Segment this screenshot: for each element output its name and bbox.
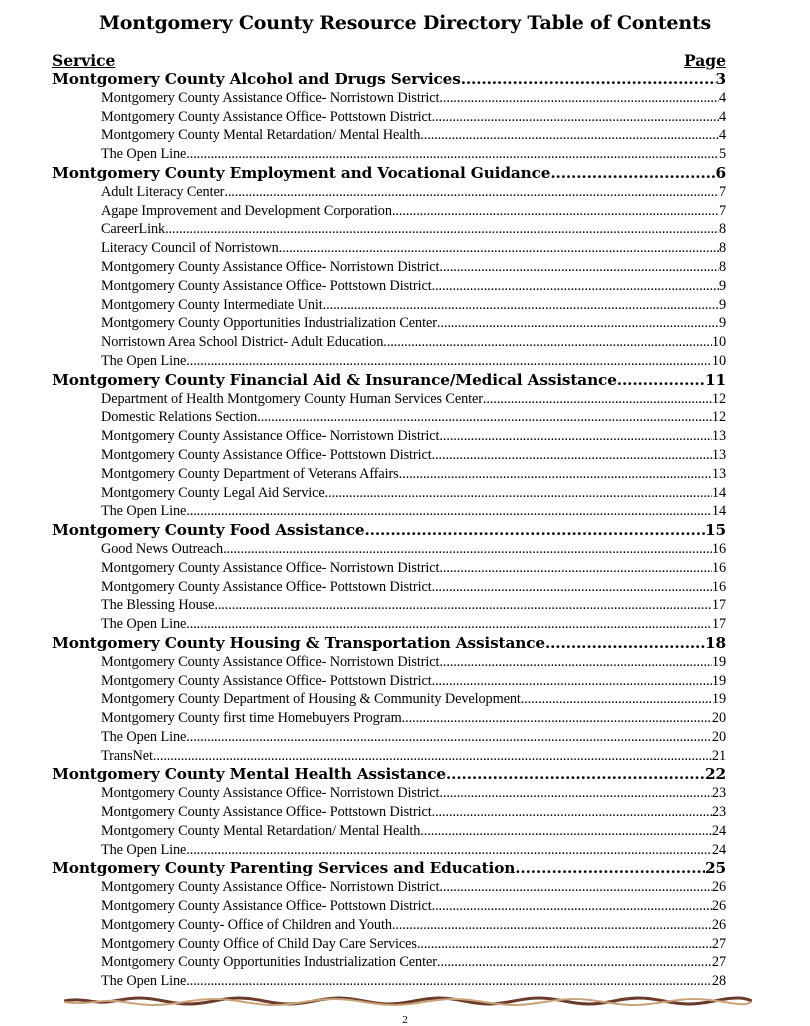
toc-entries [52, 70, 726, 991]
toc-entry [52, 878, 726, 897]
toc-entry-label: Montgomery County Financial Aid & Insurance/Medical Assistance [52, 370, 617, 389]
toc-entry [52, 502, 726, 521]
toc-entry-page: 27 [711, 954, 726, 971]
dot-leader [186, 352, 712, 371]
toc-entry-page: 23 [711, 804, 726, 821]
toc-entry-label: Montgomery County Assistance Office- Pottstown District [101, 277, 432, 294]
dot-leader [432, 446, 712, 465]
dot-leader [617, 371, 705, 390]
toc-entry-page: 5 [718, 146, 726, 163]
toc-entry [52, 183, 726, 202]
toc-entry-label: Montgomery County Assistance Office- Norristown District [101, 879, 440, 896]
toc-entry-label: Agape Improvement and Development Corporation [101, 202, 392, 219]
toc-entry [52, 690, 726, 709]
dot-leader [545, 634, 705, 653]
toc-entry-label: Montgomery County Alcohol and Drugs Services [52, 70, 461, 88]
dot-leader [383, 333, 712, 352]
toc-entry-page: 9 [718, 296, 726, 313]
toc-entry [52, 935, 726, 954]
toc-entry-page: 6 [715, 163, 726, 182]
toc-entry [52, 145, 726, 164]
dot-leader [402, 709, 712, 728]
dot-leader [223, 540, 712, 559]
page-column-header: Page [684, 51, 726, 70]
toc-entry-label: CareerLink [101, 221, 166, 238]
toc-entry-page: 18 [705, 633, 726, 652]
dot-leader [446, 765, 705, 784]
dot-leader [279, 239, 719, 258]
toc-entry-label: Montgomery County Assistance Office- Pottstown District [101, 578, 432, 595]
toc-entry-page: 4 [718, 127, 726, 144]
toc-entry [52, 465, 726, 484]
dot-leader [437, 314, 719, 333]
dot-leader [186, 841, 712, 860]
dot-leader [521, 690, 712, 709]
toc-entry-page: 16 [711, 559, 726, 576]
toc-entry-label: Montgomery County Department of Veterans Affairs [101, 465, 399, 482]
toc-entry-label: TransNet [101, 747, 153, 764]
toc-entry-label: Department of Health Montgomery County Human Services Center [101, 390, 483, 407]
toc-entry-page: 21 [711, 747, 726, 764]
toc-entry-label: Montgomery County Assistance Office- Norristown District [101, 653, 440, 670]
toc-entry-page: 22 [705, 765, 726, 784]
toc-entry-page: 11 [705, 370, 726, 389]
toc-entry-label: Montgomery County Assistance Office- Norristown District [101, 258, 440, 275]
toc-entry [52, 709, 726, 728]
toc-entry [52, 822, 726, 841]
toc-entry-page: 8 [718, 221, 726, 238]
toc-entry-label: Montgomery County Housing & Transportation Assistance [52, 633, 545, 652]
toc-entry-label: Montgomery County Intermediate Unit [101, 296, 323, 313]
toc-entry-page: 14 [711, 484, 726, 501]
toc-entry-page: 4 [718, 108, 726, 125]
toc-entry-page: 26 [711, 879, 726, 896]
dot-leader [439, 258, 719, 277]
toc-entry-label: Montgomery County Assistance Office- Norristown District [101, 428, 440, 445]
toc-entry-label: Adult Literacy Center [101, 183, 225, 200]
toc-entry-page: 19 [711, 691, 726, 708]
toc-entry [52, 728, 726, 747]
toc-entry-label: Montgomery County first time Homebuyers Program [101, 710, 402, 727]
dot-leader [399, 465, 712, 484]
toc-entry-label: Montgomery County Assistance Office- Norristown District [101, 559, 440, 576]
toc-entry [52, 126, 726, 145]
toc-entry-label: The Open Line [101, 841, 187, 858]
toc-entry-label: Good News Outreach [101, 540, 224, 557]
toc-entry [52, 596, 726, 615]
toc-entry-label: The Open Line [101, 616, 187, 633]
toc-entry-label: Montgomery County Mental Retardation/ Mental Health [101, 822, 421, 839]
dot-leader [165, 220, 719, 239]
dot-leader [224, 183, 719, 202]
toc-entry-page: 8 [718, 240, 726, 257]
decorative-border [64, 995, 752, 1007]
toc-entry [52, 352, 726, 371]
toc-entry-page: 28 [711, 973, 726, 990]
dot-leader [257, 408, 712, 427]
toc-section-heading [52, 371, 726, 390]
dot-leader [186, 502, 712, 521]
toc-entry [52, 897, 726, 916]
toc-entry [52, 277, 726, 296]
toc-entry-label: Montgomery County Assistance Office- Pottstown District [101, 804, 432, 821]
toc-entry-label: Literacy Council of Norristown [101, 240, 279, 257]
toc-entry-label: Montgomery County- Office of Children and Youth [101, 916, 392, 933]
toc-entry [52, 841, 726, 860]
toc-entry-page: 20 [711, 728, 726, 745]
toc-entry-label: Montgomery County Assistance Office- Pottstown District [101, 446, 432, 463]
dot-leader [439, 89, 719, 108]
toc-entry-label: Montgomery County Opportunities Industrialization Center [101, 315, 437, 332]
toc-entry-page: 4 [718, 89, 726, 106]
dot-leader [461, 70, 716, 89]
dot-leader [432, 897, 712, 916]
toc-entry [52, 484, 726, 503]
toc-entry-page: 13 [711, 428, 726, 445]
dot-leader [432, 672, 712, 691]
toc-entry-label: Montgomery County Mental Retardation/ Mental Health [101, 127, 421, 144]
dot-leader [214, 596, 712, 615]
dot-leader [186, 145, 719, 164]
toc-entry-label: Montgomery County Department of Housing & Community Development [101, 691, 521, 708]
dot-leader [432, 277, 719, 296]
toc-entry-page: 16 [711, 540, 726, 557]
toc-entry-page: 7 [718, 183, 726, 200]
toc-entry [52, 220, 726, 239]
dot-leader [153, 747, 712, 766]
toc-entry-page: 27 [711, 935, 726, 952]
toc-entry [52, 333, 726, 352]
toc-entry [52, 446, 726, 465]
toc-entry-page: 17 [711, 616, 726, 633]
toc-entry [52, 672, 726, 691]
toc-entry-page: 8 [718, 258, 726, 275]
toc-entry [52, 427, 726, 446]
toc-entry-page: 10 [711, 352, 726, 369]
toc-entry-page: 26 [711, 898, 726, 915]
toc-header [52, 50, 726, 70]
toc-entry [52, 89, 726, 108]
toc-entry-page: 9 [718, 277, 726, 294]
toc-section-heading [52, 164, 726, 183]
table-of-contents [52, 50, 726, 991]
dot-leader [323, 296, 719, 315]
toc-entry-label: The Open Line [101, 503, 187, 520]
toc-entry-label: The Open Line [101, 728, 187, 745]
toc-entry-page: 24 [711, 822, 726, 839]
toc-entry [52, 408, 726, 427]
page-title: Montgomery County Resource Directory Table of Contents [98, 12, 712, 34]
dot-leader [420, 126, 719, 145]
toc-entry [52, 615, 726, 634]
toc-entry-label: Montgomery County Office of Child Day Care Services [101, 935, 417, 952]
toc-entry-page: 7 [718, 202, 726, 219]
dot-leader [420, 822, 712, 841]
dot-leader [483, 390, 712, 409]
toc-entry [52, 559, 726, 578]
toc-entry [52, 916, 726, 935]
dot-leader [186, 728, 712, 747]
dot-leader [186, 972, 712, 991]
toc-entry-label: Montgomery County Assistance Office- Pottstown District [101, 672, 432, 689]
toc-section-heading [52, 521, 726, 540]
dot-leader [515, 859, 705, 878]
toc-entry [52, 202, 726, 221]
toc-entry-page: 3 [715, 70, 726, 88]
toc-entry-page: 16 [711, 578, 726, 595]
toc-entry [52, 239, 726, 258]
toc-entry-page: 14 [711, 503, 726, 520]
toc-section-heading [52, 70, 726, 89]
dot-leader [439, 559, 711, 578]
toc-entry-label: The Open Line [101, 146, 187, 163]
toc-entry-label: Domestic Relations Section [101, 409, 258, 426]
toc-entry-label: Montgomery County Food Assistance [52, 521, 365, 540]
dot-leader [186, 615, 712, 634]
toc-entry-label: Norristown Area School District- Adult Education [101, 334, 384, 351]
toc-entry [52, 108, 726, 127]
toc-entry [52, 653, 726, 672]
toc-entry-page: 10 [711, 334, 726, 351]
toc-section-heading [52, 859, 726, 878]
dot-leader [432, 108, 719, 127]
dot-leader [417, 935, 712, 954]
toc-entry-page: 13 [711, 465, 726, 482]
toc-entry [52, 390, 726, 409]
toc-entry-label: Montgomery County Assistance Office- Pottstown District [101, 108, 432, 125]
dot-leader [364, 521, 705, 540]
toc-entry-label: The Open Line [101, 973, 187, 990]
toc-entry [52, 540, 726, 559]
toc-entry-label: Montgomery County Opportunities Industrialization Center [101, 954, 437, 971]
toc-entry-page: 23 [711, 785, 726, 802]
toc-entry-page: 20 [711, 710, 726, 727]
dot-leader [325, 484, 712, 503]
toc-entry-page: 15 [705, 521, 726, 540]
toc-entry-page: 9 [718, 315, 726, 332]
dot-leader [432, 803, 712, 822]
toc-entry-page: 12 [711, 409, 726, 426]
service-column-header: Service [52, 51, 116, 70]
toc-entry [52, 747, 726, 766]
toc-entry-page: 24 [711, 841, 726, 858]
toc-entry-page: 17 [711, 597, 726, 614]
toc-entry [52, 953, 726, 972]
dot-leader [392, 916, 712, 935]
dot-leader [439, 878, 711, 897]
toc-entry-label: Montgomery County Parenting Services and Education [52, 859, 516, 878]
dot-leader [439, 784, 711, 803]
toc-entry-label: Montgomery County Assistance Office- Norristown District [101, 785, 440, 802]
toc-entry-page: 19 [711, 672, 726, 689]
toc-entry [52, 803, 726, 822]
toc-entry-page: 25 [705, 859, 726, 878]
toc-entry-label: The Blessing House [101, 597, 215, 614]
toc-entry-page: 19 [711, 653, 726, 670]
toc-entry-page: 26 [711, 916, 726, 933]
toc-entry-label: Montgomery County Mental Health Assistance [52, 765, 446, 784]
dot-leader [437, 953, 712, 972]
toc-entry-page: 13 [711, 446, 726, 463]
dot-leader [439, 427, 711, 446]
toc-entry-label: The Open Line [101, 352, 187, 369]
page-number: 2 [402, 1014, 408, 1026]
toc-entry-label: Montgomery County Legal Aid Service [101, 484, 325, 501]
toc-entry [52, 258, 726, 277]
toc-section-heading [52, 634, 726, 653]
toc-entry [52, 784, 726, 803]
toc-entry-label: Montgomery County Assistance Office- Norristown District [101, 89, 440, 106]
toc-entry-label: Montgomery County Assistance Office- Pottstown District [101, 898, 432, 915]
dot-leader [432, 578, 712, 597]
toc-entry [52, 296, 726, 315]
toc-entry [52, 314, 726, 333]
dot-leader [439, 653, 711, 672]
dot-leader [392, 202, 719, 221]
dot-leader [550, 164, 715, 183]
toc-entry-label: Montgomery County Employment and Vocational Guidance [52, 163, 551, 182]
toc-entry-page: 12 [711, 390, 726, 407]
toc-entry [52, 972, 726, 991]
toc-entry [52, 578, 726, 597]
toc-section-heading [52, 765, 726, 784]
